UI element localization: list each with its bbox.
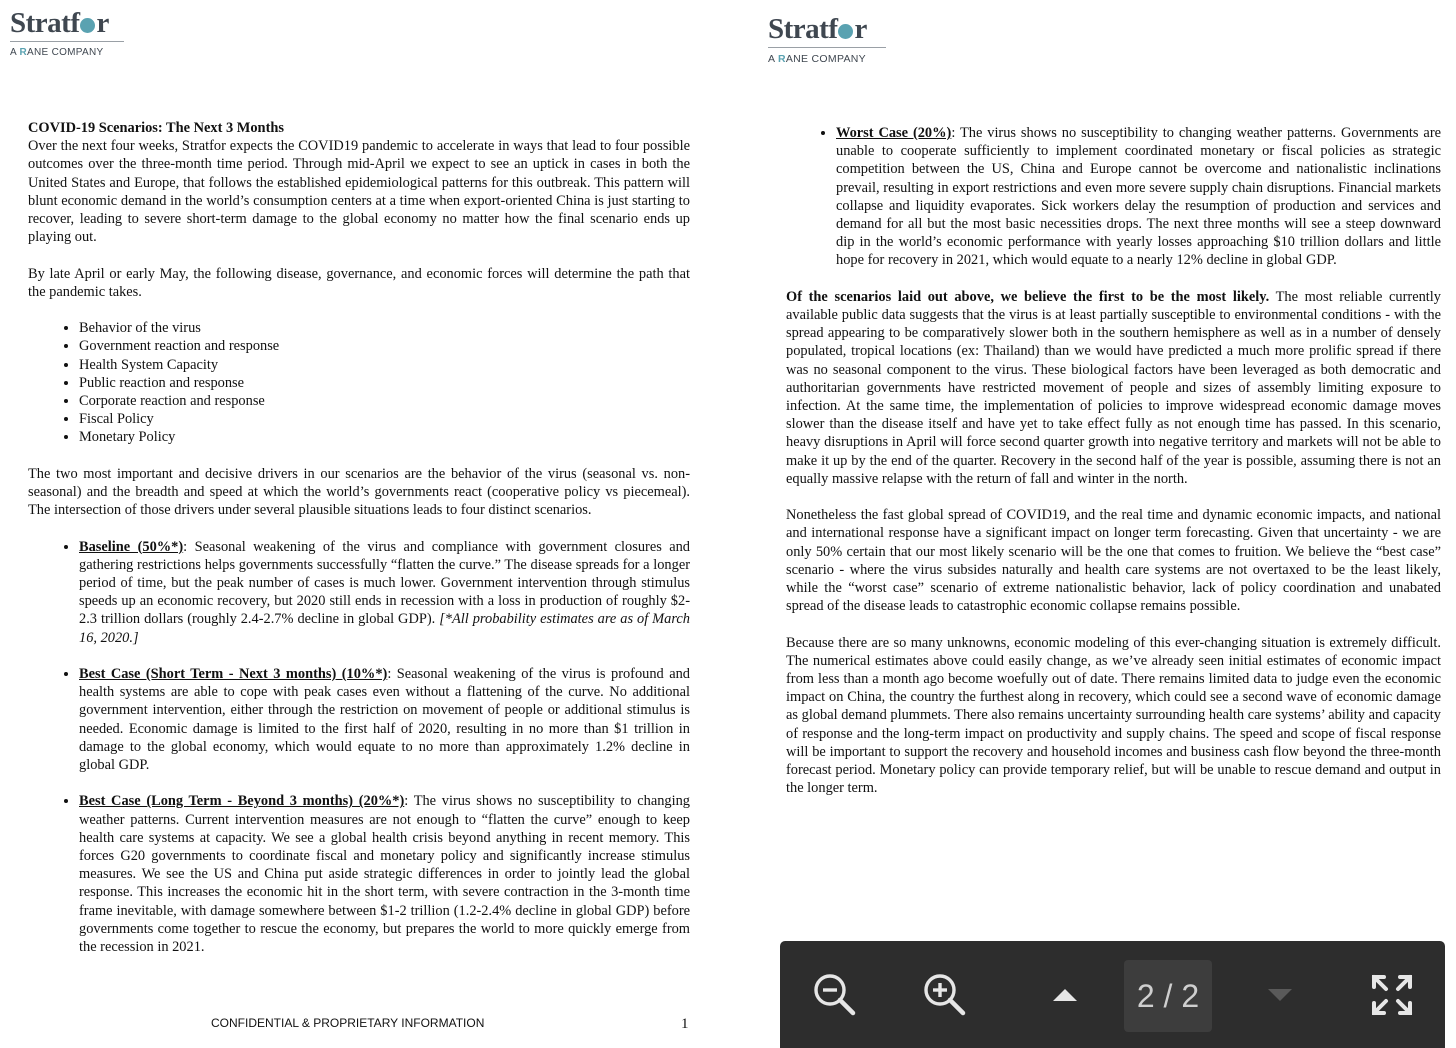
page2-body bbox=[786, 124, 1441, 816]
list-item: • Behavior of the virus bbox=[79, 319, 690, 337]
stratfor-logo: Stratf r A RANE COMPANY bbox=[10, 8, 124, 58]
zoom-in-button[interactable] bbox=[915, 941, 975, 1048]
list-item: • Monetary Policy bbox=[79, 428, 690, 446]
scenario-label: Best Case (Long Term - Beyond 3 months) (20%*) bbox=[79, 793, 405, 810]
logo-o-mark bbox=[80, 18, 95, 33]
intro-paragraph: Over the next four weeks, Stratfor expects the COVID19 pandemic to accelerate in ways that lead to four possible outcomes over the three-month time period. Through mid-April we expect to see an uptick in cases in both the United States and Europe, that follows the established epidemiological patterns for this outbreak. This pattern will blunt economic demand in the world’s consumption centers at a time when export-oriented China is just starting to recover, leading to severe short-term damage to the global economy no matter how the final scenario ends up playing out. bbox=[28, 138, 690, 246]
scenario-list bbox=[28, 538, 690, 957]
page-indicator[interactable]: 2 / 2 bbox=[1124, 960, 1212, 1032]
page-down-icon bbox=[1266, 987, 1294, 1003]
fullscreen-icon bbox=[1370, 973, 1414, 1017]
previous-page-button[interactable] bbox=[1035, 941, 1095, 1048]
stratfor-logo: Stratf r A RANE COMPANY bbox=[768, 14, 886, 65]
scenario-baseline: • Baseline (50%*): Seasonal weakening of the virus and compliance with government closures and gathering restrictions helps governments successfully “flatten the curve.” The disease spreads for a longer period of time, but the peak number of cases is much lower. Government intervention through stimulus speeds up an economic recovery, but 2020 still ends in recession with a loss in production of roughly $2-2.3 trillion dollars (roughly 2.4-2.7% decline in global GDP). [*All probability estimates are as of March 16, 2020.] bbox=[79, 538, 690, 647]
forces-intro-paragraph: By late April or early May, the following disease, governance, and economic forces will determine the path that the pandemic takes. bbox=[28, 265, 690, 300]
logo-o-mark bbox=[838, 24, 853, 39]
pdf-viewer-toolbar bbox=[780, 941, 1445, 1048]
page-footer: CONFIDENTIAL & PROPRIETARY INFORMATION bbox=[211, 1016, 485, 1030]
list-item: • Corporate reaction and response bbox=[79, 392, 690, 410]
page1-body bbox=[28, 119, 690, 974]
page-number: 1 bbox=[681, 1016, 689, 1032]
probability-note: [*All probability estimates are as of March 16, 2020.] bbox=[79, 611, 690, 646]
list-item: • Government reaction and response bbox=[79, 337, 690, 355]
page-title: COVID-19 Scenarios: The Next 3 Months bbox=[28, 120, 284, 136]
list-item: • Health System Capacity bbox=[79, 356, 690, 374]
drivers-paragraph: The two most important and decisive drivers in our scenarios are the behavior of the virus (seasonal vs. non-seasonal) and the breadth and speed at which the world’s governments react (cooperative policy vs piecemeal). The intersection of those drivers under several plausible situations leads to four distinct scenarios. bbox=[28, 465, 690, 519]
document-page-2 bbox=[728, 0, 1456, 1048]
zoom-out-button[interactable] bbox=[805, 941, 865, 1048]
because-paragraph: Because there are so many unknowns, economic modeling of this ever-changing situation is extremely difficult. The numerical estimates above could easily change, as we’ve already seen initial estimates of economic impact from less than a month ago become woefully out of date. There remains limited data to judge even the economic impact on China, the country the furthest along in recovery, which could see a second wave of economic damage as global demand plummets. There also remains uncertainty surrounding health care systems’ ability and capacity of response and the long-term impact on productivity and supply chains. The speed and scope of fiscal response will be important to support the recovery and household incomes and business cash flow beyond the three-month forecast period. Monetary policy can provide temporary relief, but will be unable to rescue demand and output in the longer term. bbox=[786, 634, 1441, 797]
fullscreen-button[interactable] bbox=[1362, 941, 1422, 1048]
nonetheless-paragraph: Nonetheless the fast global spread of COVID19, and the real time and dynamic economic impacts, and national and international response have a significant impact on longer term forecasting. Given that uncertainty - we are only 50% certain that our most likely scenario will be the one that comes to fruition. We believe the “best case” scenario - where the virus subsides naturally and health care systems are not overtaxed to be the least likely, while the “worst case” scenario of extreme nationalistic behavior, lack of policy coordination and unabated spread of the disease leads to catastrophic economic collapse remains possible. bbox=[786, 507, 1441, 615]
likely-paragraph: Of the scenarios laid out above, we believe the first to be the most likely. The most reliable currently available public data suggests that the virus is at least partially susceptible to environmental conditions - with the spread appearing to be comparatively slower both in the southern hemisphere as well as in a number of densely populated, tropical locations (ex: Thailand) than we would have predicted a much more prolific spread if there was no seasonal component to the virus. These biological factors have been leveraged as both democratic and authoritarian governments have restricted movement of people and sizes of assembly limiting exposure to infection. At the same time, the implementation of policies to improve widespread economic damage moves slower than the disease itself and have yet to take effect fully as not enough time has passed. In this scenario, heavy disruptions in April will force second quarter growth into negative territory and markets will not be able to make it up by the end of the quarter. Recovery in the second half of the year is possible, assuming there is not an equally massive relapse with the return of fall and winter in the north. bbox=[786, 288, 1441, 487]
scenario-best-short: • Best Case (Short Term - Next 3 months) (10%*): Seasonal weakening of the virus is profound and health systems are able to cope with peak cases even without a flattening of the curve. No additional government intervention, either through the restriction on movement of people or additional stimulus is needed. Economic damage is limited to the first half of 2020, resulting in no more than $1 trillion in damage to the global economy, which would equate to no more than approximately 1.2% decline in global GDP. bbox=[79, 665, 690, 774]
forces-list bbox=[28, 319, 690, 446]
zoom-out-icon bbox=[812, 972, 858, 1018]
scenario-label: Worst Case (20%) bbox=[836, 125, 952, 141]
list-item: • Fiscal Policy bbox=[79, 410, 690, 428]
zoom-in-icon bbox=[922, 972, 968, 1018]
page-up-icon bbox=[1051, 987, 1079, 1003]
scenario-worst: • Worst Case (20%): The virus shows no susceptibility to changing weather patterns. Governments are unable to cooperate sufficiently to implement coordinated monetary or fiscal policies as strategic competition between the US, China and Europe cannot be overcome and nationalistic inclinations prevail, resulting in export restrictions and even more severe supply chain disruptions. Financial markets collapse and liquidity evaporates. Sick workers delay the resumption of production and services and demand for all but the most basic necessities drops. The next three months will see a steep downward dip in the world’s economic performance with yearly losses approaching $10 trillion dollars and little hope for recovery in 2021, which would equate to a nearly 12% decline in global GDP. bbox=[836, 124, 1441, 270]
scenario-label: Baseline (50%*) bbox=[79, 538, 184, 555]
scenario-best-long: • Best Case (Long Term - Beyond 3 months) (20%*): The virus shows no susceptibility to changing weather patterns. Current intervention measures are not enough to “flatten the curve” enough to keep health care systems at capacity. We see a global health crisis beyond anything in recent memory. This forces G20 governments to coordinate fiscal and monetary policy and significantly increase stimulus measures. We see the US and China put aside strategic differences in order to jointly lead the global response. This increases the economic hit in the short term, with severe contraction in the 3-month time frame inevitable, with damage somewhere between $1-2 trillion (1.2-2.4% decline in global GDP) before governments come together to rescue the economy, but prepares the world to more quickly emerge from the recession in 2021. bbox=[79, 792, 690, 956]
list-item: • Public reaction and response bbox=[79, 374, 690, 392]
next-page-button[interactable] bbox=[1250, 941, 1310, 1048]
scenario-label: Best Case (Short Term - Next 3 months) (10%*) bbox=[79, 666, 388, 683]
scenario-list bbox=[786, 124, 1441, 270]
